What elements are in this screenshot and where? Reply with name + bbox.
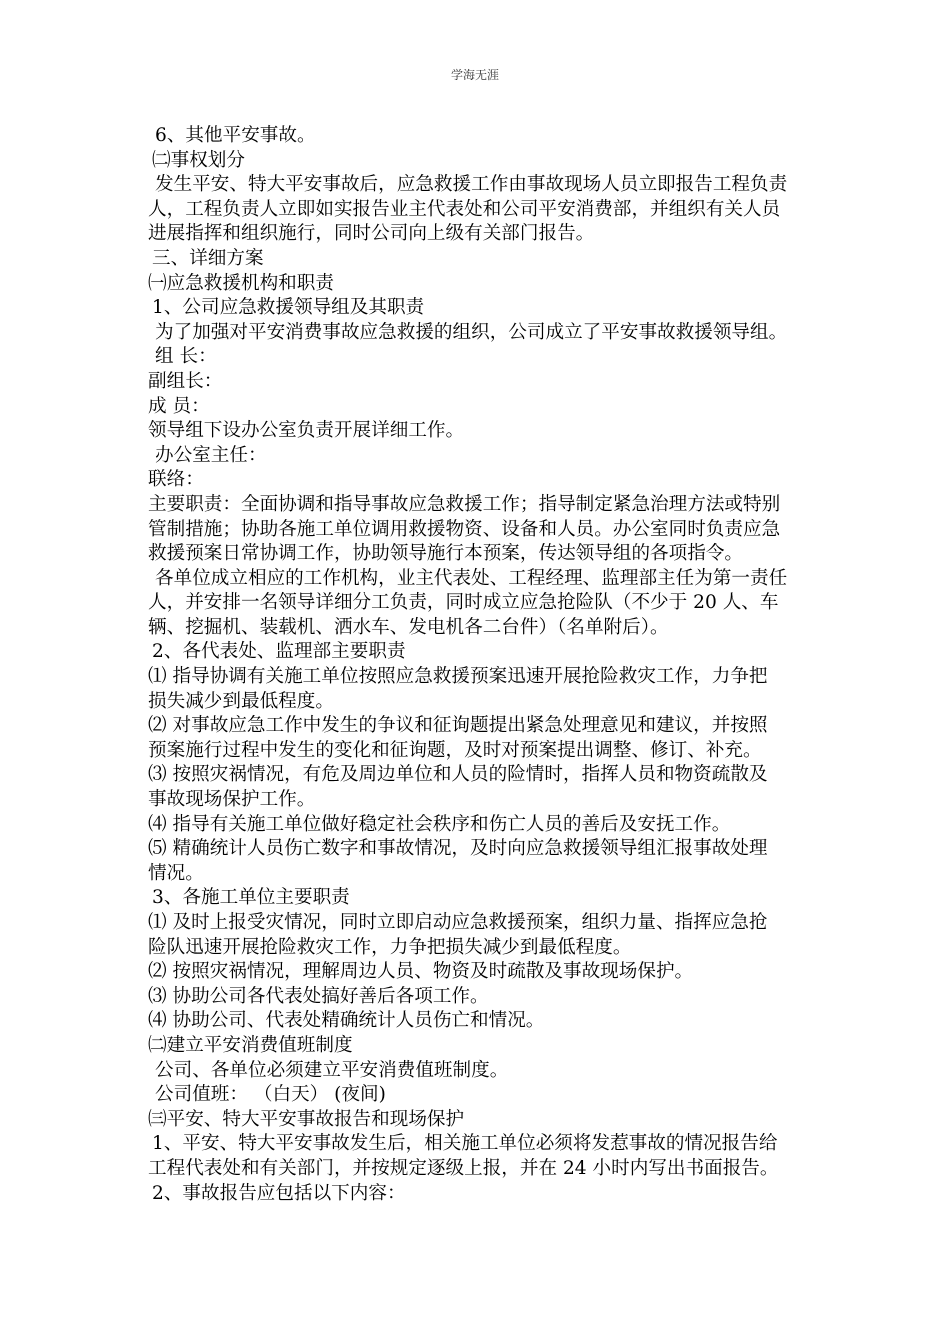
text-line: 办公室主任： xyxy=(155,444,267,466)
text-line: ⑸ 精确统计人员伤亡数字和事故情况，及时向应急救援领导组汇报事故处理 xyxy=(148,838,768,860)
document-body xyxy=(148,124,808,1206)
text-line: 成 员： xyxy=(148,395,210,417)
text-line: 工程代表处和有关部门，并按规定逐级上报，并在 24 小时内写出书面报告。 xyxy=(148,1157,779,1179)
text-line: ㈡事权划分 xyxy=(152,149,245,171)
text-line: 公司值班： （白天） (夜间) xyxy=(155,1084,386,1106)
text-line: 险队迅速开展抢险救灾工作，力争把损失减少到最低程度。 xyxy=(148,936,632,958)
text-line: 人，工程负责人立即如实报告业主代表处和公司平安消费部，并组织有关人员 xyxy=(148,198,781,220)
text-line: 2、事故报告应包括以下内容： xyxy=(152,1182,406,1204)
text-line: 发生平安、特大平安事故后，应急救援工作由事故现场人员立即报告工程负责 xyxy=(155,174,788,196)
text-line: 三、详细方案 xyxy=(152,247,264,269)
text-line: 人，并安排一名领导详细分工负责，同时成立应急抢险队（不少于 20 人、车 xyxy=(148,592,779,614)
text-line: ⑶ 按照灾祸情况，有危及周边单位和人员的险情时，指挥人员和物资疏散及 xyxy=(148,764,768,786)
text-line: ㈠应急救援机构和职责 xyxy=(148,272,334,294)
text-line: 事故现场保护工作。 xyxy=(148,789,316,811)
text-line: 1、平安、特大平安事故发生后，相关施工单位必须将发惹事故的情况报告给 xyxy=(152,1133,778,1155)
text-line: 管制措施；协助各施工单位调用救援物资、设备和人员。办公室同时负责应急 xyxy=(148,518,781,540)
text-line: 2、各代表处、监理部主要职责 xyxy=(152,641,406,663)
text-line: 预案施行过程中发生的变化和征询题，及时对预案提出调整、修订、补充。 xyxy=(148,739,762,761)
text-line: 领导组下设办公室负责开展详细工作。 xyxy=(148,420,465,442)
text-line: 6、其他平安事故。 xyxy=(155,125,316,146)
text-line: ㈡建立平安消费值班制度 xyxy=(148,1034,353,1056)
text-line: ⑵ 按照灾祸情况，理解周边人员、物资及时疏散及事故现场保护。 xyxy=(148,961,694,983)
text-line: ⑷ 协助公司、代表处精确统计人员伤亡和情况。 xyxy=(148,1010,545,1032)
text-line: 进展指挥和组织施行，同时公司向上级有关部门报告。 xyxy=(148,223,595,245)
text-line: 1、公司应急救援领导组及其职责 xyxy=(152,297,425,319)
text-line: 联络： xyxy=(148,469,204,491)
text-line: ⑴ 及时上报受灾情况，同时立即启动应急救援预案，组织力量、指挥应急抢 xyxy=(148,912,768,933)
text-line: 为了加强对平安消费事故应急救援的组织，公司成立了平安事故救援领导组。 xyxy=(155,321,788,343)
text-line: 3、各施工单位主要职责 xyxy=(152,887,350,909)
text-line: 主要职责：全面协调和指导事故应急救援工作；指导制定紧急治理方法或特别 xyxy=(148,493,781,515)
text-line: ㈢平安、特大平安事故报告和现场保护 xyxy=(148,1108,465,1130)
text-line: ⑵ 对事故应急工作中发生的争议和征询题提出紧急处理意见和建议，并按照 xyxy=(148,715,768,737)
text-line: ⑷ 指导有关施工单位做好稳定社会秩序和伤亡人员的善后及安抚工作。 xyxy=(148,813,731,835)
text-line: 救援预案日常协调工作，协助领导施行本预案，传达领导组的各项指令。 xyxy=(148,543,744,565)
page-header: 学海无涯 xyxy=(450,68,499,82)
text-line: 辆、挖掘机、装载机、洒水车、发电机各二台件）（名单附后）。 xyxy=(148,616,669,638)
text-line: 组 长： xyxy=(155,346,217,368)
text-line: 各单位成立相应的工作机构，业主代表处、工程经理、监理部主任为第一责任 xyxy=(155,567,788,589)
text-line: ⑶ 协助公司各代表处搞好善后各项工作。 xyxy=(148,985,489,1007)
text-line: ⑴ 指导协调有关施工单位按照应急救援预案迅速开展抢险救灾工作，力争把 xyxy=(148,666,768,688)
text-line: 损失减少到最低程度。 xyxy=(148,690,334,712)
text-line: 副组长： xyxy=(148,370,223,392)
text-line: 公司、各单位必须建立平安消费值班制度。 xyxy=(155,1059,509,1081)
text-line: 情况。 xyxy=(148,862,204,884)
